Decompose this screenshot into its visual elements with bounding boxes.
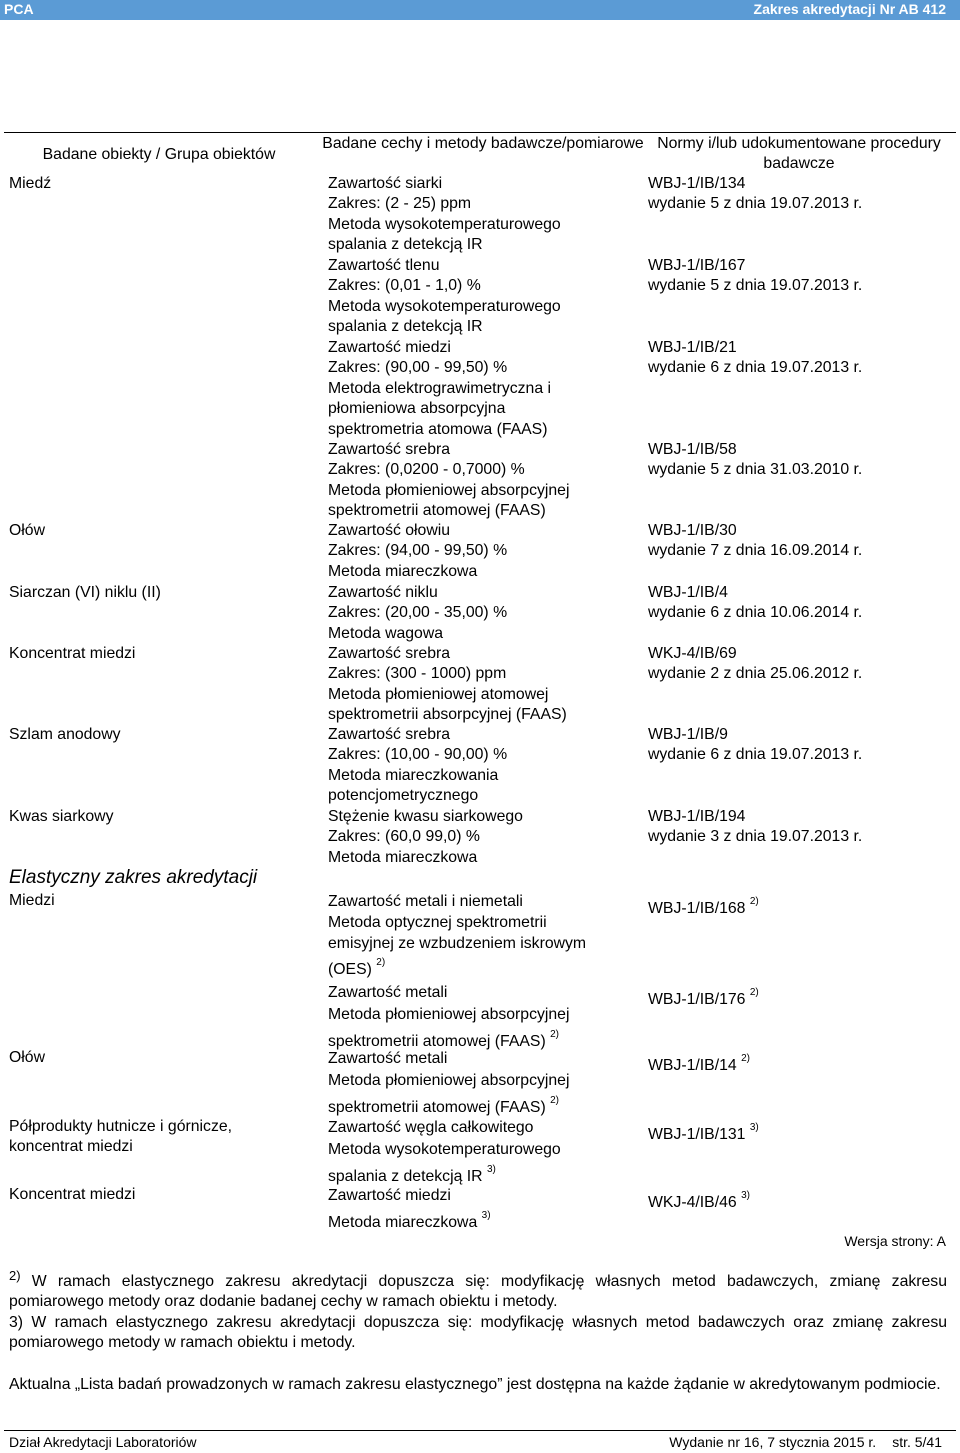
- row-norm: [648, 256, 948, 297]
- row-norm-line: WKJ-4/IB/69: [648, 645, 737, 662]
- row-feature-line: Metoda wysokotemperaturowego: [328, 297, 561, 315]
- row-feature-line: Zakres: (0,01 - 1,0) %: [328, 277, 481, 295]
- flex-row-feature-text: Metoda płomieniowej absorpcyjnej: [328, 1006, 570, 1023]
- flex-row-feature-text: spalania z detekcją IR: [328, 1168, 483, 1185]
- col-header-features: Badane cechy i metody badawcze/pomiarowe: [322, 135, 644, 152]
- row-feature-line: Zawartość srebra: [328, 726, 451, 743]
- header-right: Zakres akredytacji Nr AB 412: [753, 1, 946, 17]
- footnote-ref: 2): [550, 1095, 560, 1106]
- row-norm: [648, 644, 948, 685]
- row-feature-line: Zawartość miedzi: [328, 339, 451, 356]
- row-feature-line: Metoda miareczkowa: [328, 562, 478, 580]
- flex-row-feature-line: [328, 1048, 638, 1070]
- flex-row-norm-text: WBJ-1/IB/131: [648, 1126, 746, 1143]
- row-feature-line: spektrometrii atomowej (FAAS): [328, 502, 546, 520]
- footer-left: Dział Akredytacji Laboratoriów: [9, 1434, 197, 1450]
- row-norm-line: WBJ-1/IB/167: [648, 257, 746, 274]
- flex-row-feature-line: [328, 1139, 638, 1161]
- footnote-2-text: W ramach elastycznego zakresu akredytacji dopuszcza się: modyfikację własnych metod badawczych, zmianę zakresu pomiarowego metody oraz dodanie badanej cechy w ramach obiektu i metody.: [9, 1273, 947, 1311]
- row-object: Kwas siarkowy: [9, 808, 114, 825]
- row-feature-line: spalania z detekcją IR: [328, 236, 483, 254]
- flex-row-norm-text: WKJ-4/IB/46: [648, 1194, 737, 1211]
- table-top-rule: [4, 132, 956, 133]
- col-header-objects: Badane obiekty / Grupa obiektów: [42, 146, 276, 163]
- flex-row-feature-line: [328, 912, 638, 933]
- flex-row-feature-text: Metoda optycznej spektrometrii: [328, 914, 547, 931]
- page-header: [0, 0, 960, 20]
- row-feature-line: Metoda płomieniowej atomowej: [328, 685, 549, 703]
- footnote-ref: 3): [749, 1122, 759, 1133]
- footer-right: [669, 1434, 942, 1450]
- flex-row-norm-text: WBJ-1/IB/168: [648, 900, 746, 917]
- row-feature-line: Metoda wagowa: [328, 624, 444, 642]
- row-feature-line: płomieniowa absorpcyjna: [328, 400, 506, 418]
- flex-row-feature-line: [328, 1212, 638, 1234]
- row-norm-line: wydanie 7 z dnia 16.09.2014 r.: [648, 542, 863, 560]
- row-norm: [648, 521, 948, 562]
- flex-row-object: Miedzi: [9, 892, 55, 909]
- row-norm-line: wydanie 6 z dnia 10.06.2014 r.: [648, 604, 863, 622]
- row-norm-line: wydanie 2 z dnia 25.06.2012 r.: [648, 665, 863, 683]
- footnote-ref: 3): [486, 1164, 496, 1175]
- row-feature-line: Metoda elektrograwimetryczna i: [328, 379, 551, 397]
- flex-row-feature: [328, 891, 638, 980]
- flex-row-feature-line: [328, 982, 638, 1004]
- row-norm: [648, 807, 948, 848]
- footnote-ref: 2): [749, 896, 759, 907]
- row-feature-line: Zawartość siarki: [328, 175, 443, 192]
- flex-row-feature-text: spektrometrii atomowej (FAAS): [328, 1033, 546, 1050]
- flex-row-feature-text: Zawartość miedzi: [328, 1187, 451, 1204]
- row-feature-line: Zakres: (300 - 1000) ppm: [328, 665, 507, 683]
- row-feature-line: Metoda płomieniowej absorpcyjnej: [328, 481, 570, 499]
- flex-row-feature: [328, 982, 638, 1053]
- row-norm-line: wydanie 6 z dnia 19.07.2013 r.: [648, 359, 863, 377]
- row-feature-line: Zakres: (60,0 99,0) %: [328, 828, 480, 846]
- flex-row-feature-text: (OES): [328, 961, 372, 978]
- row-norm-line: wydanie 6 z dnia 19.07.2013 r.: [648, 746, 863, 764]
- footnote-ref: 2): [376, 957, 386, 968]
- row-feature: [328, 644, 638, 726]
- row-feature-line: spalania z detekcją IR: [328, 318, 483, 336]
- footnote-ref: 3): [481, 1210, 491, 1221]
- row-object: Siarczan (VI) niklu (II): [9, 584, 161, 601]
- footer-edition: Wydanie nr 16, 7 stycznia 2015 r.: [669, 1434, 877, 1450]
- flex-row-feature: [328, 1117, 638, 1188]
- row-feature-line: Zakres: (2 - 25) ppm: [328, 195, 472, 213]
- footnote-ref: 3): [741, 1190, 750, 1201]
- flex-row-feature-text: Zawartość metali: [328, 1050, 448, 1067]
- flex-row-feature-line: [328, 1097, 638, 1119]
- footer-rule: [4, 1430, 956, 1431]
- row-feature-line: Zawartość srebra: [328, 645, 451, 662]
- row-feature: [328, 440, 638, 522]
- row-norm-line: WBJ-1/IB/21: [648, 339, 737, 356]
- flex-row-norm: [648, 896, 948, 919]
- row-norm: [648, 338, 948, 379]
- row-norm-line: WBJ-1/IB/134: [648, 175, 746, 192]
- flex-row-object: Koncentrat miedzi: [9, 1186, 136, 1203]
- row-feature-line: spektrometria atomowa (FAAS): [328, 420, 548, 438]
- row-norm: [648, 440, 948, 481]
- flex-row-norm: [648, 1190, 948, 1213]
- flex-row-norm: [648, 987, 948, 1010]
- row-feature-line: Zawartość ołowiu: [328, 522, 451, 539]
- flex-row-norm-text: WBJ-1/IB/14: [648, 1057, 737, 1074]
- row-feature-line: Zawartość srebra: [328, 441, 451, 458]
- row-feature-line: Zakres: (0,0200 - 0,7000) %: [328, 461, 525, 479]
- row-feature-line: Zawartość niklu: [328, 584, 438, 601]
- flex-row-norm: [648, 1122, 948, 1145]
- footnote-ref: 2): [550, 1029, 560, 1040]
- footnote-3: 3) W ramach elastycznego zakresu akredytacji dopuszcza się: modyfikację własnych metod badawczych oraz zmianę zakresu pomiarowego metody w ramach obiektu i metody.: [9, 1314, 947, 1352]
- row-feature: [328, 256, 638, 338]
- footnote-2-mark: 2): [9, 1268, 21, 1283]
- footer-page: str. 5/41: [892, 1434, 942, 1450]
- footnote-ref: 2): [741, 1053, 750, 1064]
- row-feature-line: spektrometrii absorpcyjnej (FAAS): [328, 706, 567, 724]
- col-header-norms: Normy i/lub udokumentowane procedury badawcze: [657, 135, 941, 173]
- row-norm-line: WBJ-1/IB/4: [648, 584, 728, 601]
- row-feature: [328, 338, 638, 440]
- row-feature-line: Zakres: (20,00 - 35,00) %: [328, 604, 508, 622]
- flex-row-feature-line: [328, 959, 638, 980]
- row-norm-line: wydanie 3 z dnia 19.07.2013 r.: [648, 828, 863, 846]
- flex-row-object: Ołów: [9, 1049, 45, 1066]
- flex-row-feature-line: [328, 1185, 638, 1207]
- row-feature-line: Zakres: (90,00 - 99,50) %: [328, 359, 508, 377]
- flex-row-feature-text: Zawartość metali: [328, 984, 448, 1001]
- flex-row-norm: [648, 1053, 948, 1076]
- flex-section-title: Elastyczny zakres akredytacji: [9, 867, 258, 888]
- flex-row-feature-text: Metoda wysokotemperaturowego: [328, 1141, 561, 1158]
- row-feature-line: Metoda miareczkowania: [328, 766, 499, 784]
- flex-row-feature-line: [328, 1004, 638, 1026]
- row-feature-line: Zakres: (94,00 - 99,50) %: [328, 542, 508, 560]
- row-feature-line: potencjometrycznego: [328, 787, 479, 805]
- flex-row-feature-text: Zawartość węgla całkowitego: [328, 1119, 534, 1136]
- footnote-ref: 2): [749, 987, 759, 998]
- flex-row-feature: [328, 1185, 638, 1234]
- flex-row-feature-text: Metoda płomieniowej absorpcyjnej: [328, 1072, 570, 1089]
- row-norm-line: wydanie 5 z dnia 19.07.2013 r.: [648, 277, 863, 295]
- flex-row-object: Półprodukty hutnicze i górnicze, koncentrat miedzi: [9, 1118, 233, 1156]
- row-feature: [328, 583, 638, 644]
- row-norm-line: WBJ-1/IB/58: [648, 441, 737, 458]
- row-feature-line: Metoda wysokotemperaturowego: [328, 215, 561, 233]
- row-feature: [328, 725, 638, 807]
- row-feature: [328, 521, 638, 582]
- flex-row-norm-text: WBJ-1/IB/176: [648, 991, 746, 1008]
- row-object: Szlam anodowy: [9, 726, 121, 743]
- flex-list-note: Aktualna „Lista badań prowadzonych w ramach zakresu elastycznego” jest dostępna na każde żądanie w akredytowanym podmiocie.: [9, 1376, 941, 1393]
- footnote-2: [9, 1268, 947, 1313]
- flex-row-feature-line: [328, 1117, 638, 1139]
- row-norm-line: wydanie 5 z dnia 19.07.2013 r.: [648, 195, 863, 213]
- row-feature-line: Zakres: (10,00 - 90,00) %: [328, 746, 508, 764]
- flex-row-feature-line: [328, 933, 638, 954]
- flex-row-feature-text: emisyjnej ze wzbudzeniem iskrowym: [328, 935, 587, 952]
- row-norm-line: WBJ-1/IB/194: [648, 808, 746, 825]
- row-feature-line: Metoda miareczkowa: [328, 848, 478, 866]
- row-object: Koncentrat miedzi: [9, 645, 136, 662]
- flex-row-feature-text: spektrometrii atomowej (FAAS): [328, 1099, 546, 1116]
- row-feature: [328, 807, 638, 868]
- row-norm: [648, 174, 948, 215]
- flex-row-feature-line: [328, 891, 638, 912]
- row-object: Miedź: [9, 175, 52, 192]
- row-norm: [648, 725, 948, 766]
- row-feature: [328, 174, 638, 256]
- flex-row-feature: [328, 1048, 638, 1119]
- flex-row-feature-text: Zawartość metali i niemetali: [328, 893, 523, 910]
- header-left: PCA: [4, 1, 34, 17]
- flex-row-feature-text: Metoda miareczkowa: [328, 1214, 478, 1231]
- row-norm: [648, 583, 948, 624]
- row-object: Ołów: [9, 522, 45, 539]
- row-norm-line: wydanie 5 z dnia 31.03.2010 r.: [648, 461, 863, 479]
- row-norm-line: WBJ-1/IB/30: [648, 522, 737, 539]
- row-norm-line: WBJ-1/IB/9: [648, 726, 728, 743]
- row-feature-line: Zawartość tlenu: [328, 257, 440, 274]
- flex-row-feature-line: [328, 1070, 638, 1092]
- row-feature-line: Stężenie kwasu siarkowego: [328, 808, 523, 825]
- page-version: Wersja strony: A: [844, 1233, 946, 1249]
